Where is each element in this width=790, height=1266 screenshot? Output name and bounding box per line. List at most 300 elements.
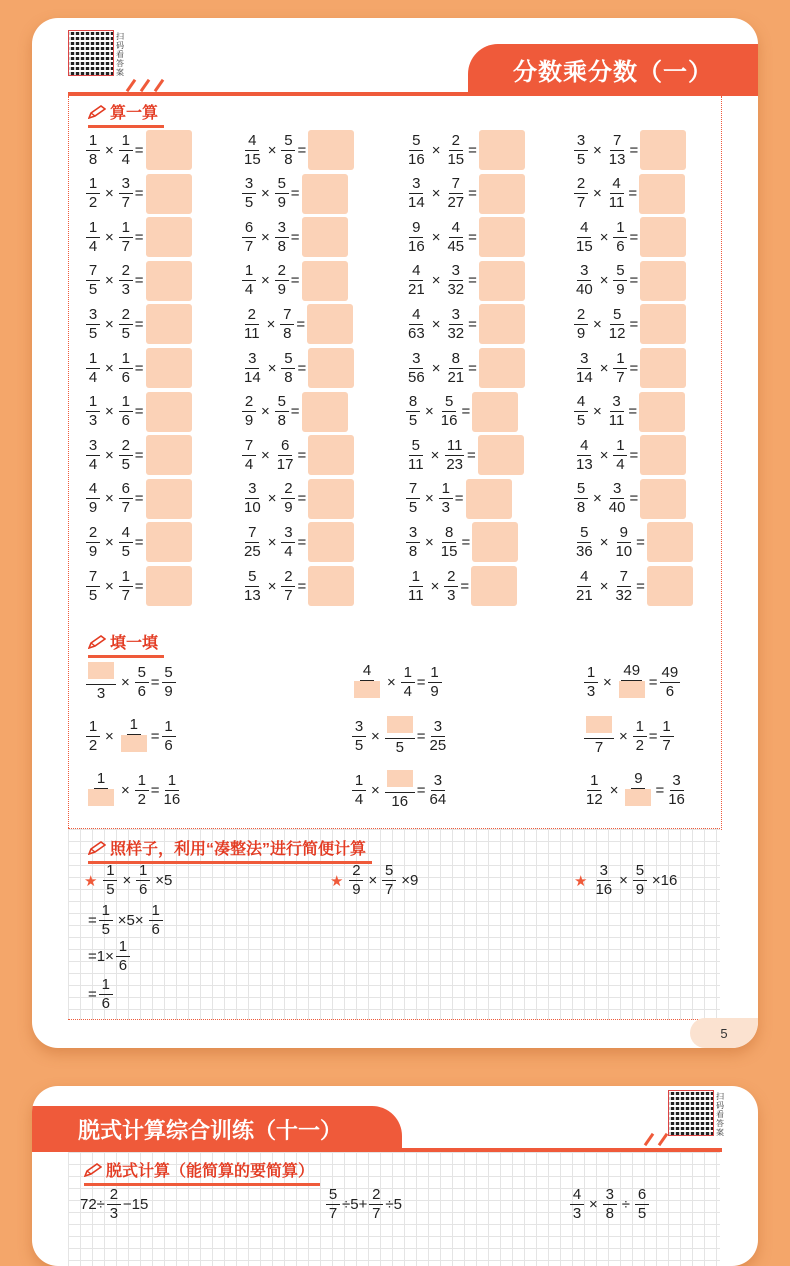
fraction: $\frac{4}{13}$ [576,436,593,473]
fraction: $\frac{1}{7}$ [119,219,133,256]
fraction: $\frac{3}{40}$ [608,480,626,517]
fraction: $\frac{3}{16}$ [668,772,685,808]
answer-box[interactable] [640,479,686,519]
section-title-text: 填一填 [110,635,159,652]
blank-box[interactable] [387,716,413,733]
equals-sign: = [416,782,426,799]
fraction: $\frac{1}{6}$ [119,350,133,387]
answer-box[interactable] [146,304,192,344]
fraction: 5 [385,716,415,757]
calc-problem [240,392,348,432]
example-step-1: = $\frac{1}{5}$ ×5× $\frac{1}{6}$ [88,902,165,939]
times-sign: × [387,674,396,691]
times-sign: × [266,315,276,333]
fraction: $\frac{1}{7}$ [119,568,133,605]
times-sign: × [105,533,114,551]
equals-sign: = [648,728,658,745]
equals-sign: = [629,228,639,246]
equals-sign: = [134,577,144,595]
fraction: $\frac{1}{4}$ [352,772,366,809]
calc-problem [572,130,686,170]
calc-problem [240,348,354,388]
step-problem-1: 72÷ $\frac{2}{3}$ −15 [80,1186,149,1222]
calc-problem [240,566,354,606]
times-sign: × [593,185,602,203]
fraction: $\frac{6}{17}$ [276,436,294,473]
fraction: $\frac{2}{15}$ [447,131,465,168]
simplify-problem-3: ★ $\frac{3}{16}$ × $\frac{5}{9}$ ×16 [574,862,678,898]
times-sign: × [105,728,114,745]
answer-box[interactable] [146,174,192,214]
fraction: $\frac{1}{6}$ [119,393,133,430]
fraction: $\frac{5}{8}$ [574,480,588,517]
calc-problem [240,217,348,257]
equals-sign: = [416,728,426,745]
answer-box[interactable] [647,566,693,606]
fraction: $\frac{2}{9}$ [242,393,256,430]
star-icon: ★ [84,872,98,890]
answer-box[interactable] [640,435,686,475]
times-sign: × [105,141,114,159]
fraction: $\frac{5}{8}$ [281,350,295,387]
fraction: $\frac{4}{21}$ [576,567,593,604]
fraction: $\frac{1}{3}$ [439,480,453,517]
times-sign: × [371,728,380,745]
fraction: $\frac{4}{15}$ [576,218,593,255]
answer-box[interactable] [146,261,192,301]
answer-box[interactable] [479,261,525,301]
qr-label: 扫码看答案 [116,32,124,77]
answer-box[interactable] [308,566,354,606]
calc-problem [404,566,517,606]
pencil-icon [88,841,106,855]
answer-box[interactable] [146,130,192,170]
equals-sign: = [134,228,144,246]
answer-box[interactable] [308,130,354,170]
step-problem-3: $\frac{4}{3}$ × $\frac{3}{8}$ ÷ $\frac{6}{5}$ [568,1186,651,1223]
times-sign: × [599,359,609,377]
answer-box[interactable] [146,435,192,475]
times-sign: × [431,228,441,246]
times-sign: × [261,272,270,290]
calc-problem [572,261,686,301]
fraction: $\frac{4}{21}$ [408,262,425,299]
fraction: $\frac{3}{8}$ [406,524,420,561]
times-sign: × [267,533,277,551]
answer-box[interactable] [308,479,354,519]
times-sign: × [425,533,434,551]
equals-sign: = [290,185,300,203]
answer-box[interactable] [471,566,517,606]
fraction: $\frac{5}{12}$ [608,305,626,342]
answer-box[interactable] [479,130,525,170]
equals-sign: = [629,272,639,290]
blank-box[interactable] [88,662,114,679]
equals-sign: = [134,272,144,290]
calc-problem [240,174,348,214]
fraction: $\frac{4}{15}$ [244,131,261,168]
fraction: $\frac{2}{9}$ [275,262,289,299]
equals-sign: = [134,359,144,377]
equals-sign: = [655,782,665,799]
fraction: $\frac{11}{23}$ [446,436,464,473]
fraction: $\frac{4}{11}$ [608,175,625,212]
fraction: $\frac{1}{5}$ [103,862,117,899]
blank-box[interactable] [121,735,147,752]
fraction: $\frac{2}{7}$ [281,568,295,605]
qr-code[interactable] [68,30,114,76]
times-sign: × [599,272,609,290]
equals-sign: = [461,533,471,551]
times-sign: × [599,228,609,246]
fraction: $\frac{6}{7}$ [119,480,133,517]
times-sign: × [121,782,130,799]
fraction: $\frac{8}{21}$ [447,349,465,386]
equals-sign: = [468,272,477,290]
equals-sign: = [296,315,306,333]
example-problem [84,862,175,899]
times-sign: × [121,674,130,691]
decor-dash [140,79,150,92]
page-title: 分数乘分数（一） [468,44,758,94]
equals-sign: = [636,577,645,595]
section-title-step-calc: 脱式计算（能简算的要简算） [84,1158,314,1181]
calc-problem [572,435,686,475]
blank-box[interactable] [586,716,612,733]
answer-box[interactable] [146,522,192,562]
section-title-text: 照样子，利用“凑整法”进行简便计算 [110,841,367,858]
fraction: $\frac{2}{5}$ [119,306,133,343]
worksheet-page-next [32,1086,758,1266]
blank-box[interactable] [387,770,413,787]
times-sign: × [371,782,380,799]
fraction: $\frac{1}{2}$ [86,718,100,755]
fraction: $\frac{7}{25}$ [244,523,261,560]
equals-sign: = [461,403,471,421]
simplify-problem-2: ★ $\frac{2}{9}$ × $\frac{5}{7}$ ×9 [330,862,419,898]
equals-sign: = [629,446,639,464]
fraction: $\frac{3}{5}$ [86,306,100,343]
fraction: $\frac{1}{2}$ [86,175,100,212]
equals-sign: = [454,490,464,508]
blank-box[interactable] [88,789,114,806]
times-sign: × [261,185,270,203]
calc-problem [404,348,525,388]
answer-box[interactable] [640,130,686,170]
calc-problem [84,348,192,388]
answer-box[interactable] [640,304,686,344]
times-sign: × [619,728,628,745]
answer-box[interactable] [479,217,525,257]
equals-sign: = [297,533,307,551]
blank-box[interactable] [625,789,651,806]
fraction: $\frac{3}{14}$ [244,349,261,386]
equals-sign: = [468,315,477,333]
pencil-icon [88,105,106,119]
equals-sign: = [290,228,300,246]
times-sign: × [425,403,434,421]
fraction: $\frac{3}{5}$ [242,175,256,212]
calc-problem [404,392,518,432]
answer-box[interactable] [478,435,524,475]
times-sign: × [267,577,277,595]
calc-problem [84,217,192,257]
equals-sign: = [150,728,160,745]
times-sign: × [105,272,114,290]
fraction: $\frac{1}{6}$ [136,862,150,899]
fraction: 4 [352,662,382,703]
times-sign: × [593,403,602,421]
section-title-calc [88,100,158,123]
star-icon: ★ [330,872,344,890]
answer-box[interactable] [302,217,348,257]
fraction: $\frac{2}{9}$ [86,524,100,561]
decor-dash [126,79,136,92]
fraction: $\frac{7}{5}$ [86,262,100,299]
answer-box[interactable] [466,479,512,519]
times-sign: × [105,185,114,203]
fraction: $\frac{5}{9}$ [275,175,289,212]
equals-sign: = [629,490,639,508]
equals-sign: = [297,359,307,377]
equals-sign: = [468,185,477,203]
fraction: $\frac{1}{4}$ [242,262,256,299]
fraction: $\frac{5}{6}$ [135,664,149,701]
fraction: 7 [584,716,614,757]
fraction: $\frac{1}{6}$ [162,718,176,755]
times-sign: × [267,490,277,508]
fraction: 3 [86,662,116,703]
star-icon: ★ [574,872,588,890]
answer-box[interactable] [146,479,192,519]
calc-problem [404,130,525,170]
times-sign: × [599,533,609,551]
example-step-2: =1× $\frac{1}{6}$ [88,938,132,975]
fraction: 9 [623,770,653,811]
calc-problem [240,261,348,301]
fraction: $\frac{5}{16}$ [408,131,425,168]
fraction: $\frac{3}{14}$ [576,349,593,386]
decor-dash [658,1133,668,1146]
fraction: $\frac{4}{45}$ [447,218,465,255]
answer-box[interactable] [640,348,686,388]
fraction: $\frac{5}{9}$ [613,262,627,299]
answer-box[interactable] [472,392,518,432]
calc-problem [84,261,192,301]
calc-problem [572,522,693,562]
times-sign: × [105,315,114,333]
answer-box[interactable] [302,392,348,432]
section-title-text: 算一算 [110,105,159,122]
equals-sign: = [290,272,300,290]
calc-problem [84,435,192,475]
fraction: $\frac{7}{8}$ [280,306,294,343]
equals-sign: = [460,577,470,595]
times-sign: × [431,141,441,159]
times-sign: × [425,490,434,508]
equals-sign: = [629,359,639,377]
times-sign: × [105,446,114,464]
fraction: $\frac{4}{5}$ [574,393,588,430]
fraction: $\frac{2}{9}$ [574,306,588,343]
answer-box[interactable] [640,261,686,301]
fraction: $\frac{3}{25}$ [429,718,447,754]
calc-problem [572,566,693,606]
times-sign: × [105,359,114,377]
fill-problem [350,662,444,703]
equals-sign: = [134,533,144,551]
equals-sign: = [468,141,477,159]
fraction: $\frac{5}{11}$ [408,436,424,473]
calc-problem [240,130,354,170]
times-sign: × [105,228,114,246]
fraction: $\frac{4}{5}$ [119,524,133,561]
fill-problem [350,770,450,811]
answer-box[interactable] [146,566,192,606]
equals-sign: = [636,533,645,551]
fill-problem [582,770,689,811]
calc-problem [572,217,686,257]
fraction: $\frac{5}{16}$ [440,393,458,430]
calc-problem [84,392,192,432]
qr-label: 扫码看答案 [716,1092,724,1137]
fraction: $\frac{2}{11}$ [244,305,260,342]
answer-box[interactable] [302,174,348,214]
fraction: $\frac{3}{56}$ [408,349,425,386]
fraction: $\frac{4}{9}$ [86,480,100,517]
fraction: $\frac{7}{32}$ [615,567,633,604]
calc-problem [404,217,525,257]
fill-problem [582,716,676,757]
fraction: $\frac{3}{32}$ [447,305,465,342]
answer-box[interactable] [302,261,348,301]
calc-problem [84,479,192,519]
fraction: $\frac{9}{16}$ [408,218,425,255]
times-sign: × [267,141,277,159]
equals-sign: = [629,315,639,333]
fraction: $\frac{1}{12}$ [586,772,603,808]
fraction: $\frac{5}{8}$ [281,132,295,169]
fraction: $\frac{3}{64}$ [429,772,447,808]
fraction: $\frac{4}{63}$ [408,305,425,342]
fraction: $\frac{9}{10}$ [615,523,633,560]
calc-problem [84,130,192,170]
answer-box[interactable] [146,348,192,388]
answer-box[interactable] [639,174,685,214]
fraction: $\frac{1}{11}$ [408,567,424,604]
calc-problem [84,304,192,344]
equals-sign: = [134,403,144,421]
fraction: 1 [86,770,116,811]
answer-box[interactable] [479,348,525,388]
times-sign: × [261,446,270,464]
times-sign: × [431,359,441,377]
answer-box[interactable] [472,522,518,562]
calc-problem [240,479,354,519]
page-title-2: 脱式计算综合训练（十一） [32,1106,402,1152]
qr-code[interactable] [668,1090,714,1136]
times-sign: × [599,577,609,595]
calc-problem [404,261,525,301]
answer-box[interactable] [146,392,192,432]
fraction: $\frac{3}{8}$ [275,219,289,256]
times-sign: × [603,674,612,691]
fraction: $\frac{1}{4}$ [613,437,627,474]
blank-box[interactable] [619,681,645,698]
calc-problem [240,304,353,344]
answer-box[interactable] [640,217,686,257]
fraction: 49 [617,662,647,703]
calc-problem [572,304,686,344]
equals-sign: = [134,185,144,203]
fraction: 16 [385,770,415,811]
fraction: $\frac{5}{8}$ [275,393,289,430]
equals-sign: = [297,446,307,464]
section-title-simplify [88,836,366,859]
fraction: $\frac{1}{7}$ [613,350,627,387]
calc-problem [84,566,192,606]
times-sign: × [430,577,440,595]
answer-box[interactable] [307,304,353,344]
answer-box[interactable] [479,174,525,214]
equals-sign: = [297,577,307,595]
fraction: $\frac{2}{5}$ [119,437,133,474]
answer-box[interactable] [308,348,354,388]
fraction: $\frac{5}{9}$ [162,664,176,701]
calc-problem [84,522,192,562]
fill-problem [84,770,184,811]
fraction: $\frac{2}{7}$ [574,175,588,212]
fraction: $\frac{3}{7}$ [119,175,133,212]
equals-sign: = [150,782,160,799]
decor-dash [644,1133,654,1146]
fraction: $\frac{1}{3}$ [86,393,100,430]
calc-problem [404,522,518,562]
fraction: $\frac{1}{7}$ [660,718,674,755]
equals-sign: = [297,141,307,159]
answer-box[interactable] [146,217,192,257]
blank-box[interactable] [354,681,380,698]
equals-sign: = [468,359,477,377]
fraction: $\frac{3}{4}$ [281,524,295,561]
equals-sign: = [134,490,144,508]
fraction: $\frac{3}{32}$ [447,262,465,299]
fill-problem [84,716,178,757]
answer-box[interactable] [308,435,354,475]
equals-sign: = [467,446,476,464]
example-step-3: = $\frac{1}{6}$ [88,976,115,1013]
answer-box[interactable] [479,304,525,344]
answer-box[interactable] [308,522,354,562]
fraction: $\frac{3}{40}$ [576,262,593,299]
pencil-icon [88,635,106,649]
answer-box[interactable] [639,392,685,432]
fraction: $\frac{3}{14}$ [408,175,425,212]
fraction: $\frac{3}{11}$ [608,393,625,430]
answer-box[interactable] [647,522,693,562]
fraction: $\frac{1}{6}$ [613,219,627,256]
equals-sign: = [150,674,160,691]
equals-sign: = [290,403,300,421]
times-sign: × [593,490,602,508]
equals-sign: = [628,185,638,203]
fill-problem [582,662,682,703]
calc-problem [572,348,686,388]
fraction: $\frac{1}{4}$ [86,350,100,387]
fraction: $\frac{2}{9}$ [281,480,295,517]
times-sign: × [593,315,602,333]
fraction: $\frac{3}{10}$ [244,480,261,517]
